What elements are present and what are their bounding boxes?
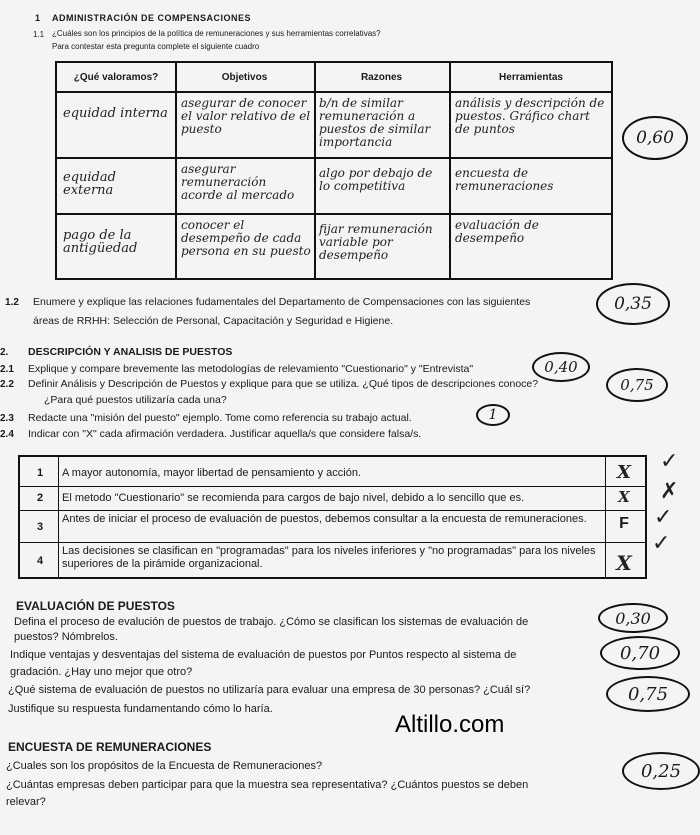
score-circle: 0,75 [606, 676, 690, 712]
table-header: ¿Qué valoramos? [73, 72, 159, 83]
checkmark-icon: ✗ [660, 478, 679, 503]
answer-mark: X [618, 488, 630, 506]
row-number: 1 [36, 467, 44, 479]
true-false-table [18, 455, 647, 579]
principles-table [55, 61, 613, 280]
question-text: ¿Para qué puestos utilizaría cada una? [44, 394, 227, 406]
row-number: 3 [36, 521, 44, 533]
table-cell: algo por debajo de lo competitiva [319, 166, 433, 193]
question-number: 2.4 [0, 429, 14, 440]
row-number: 2 [36, 492, 44, 504]
table-cell: b/n de similar remuneración a puestos de similar importancia [319, 96, 431, 149]
table-cell: asegurar remuneración acorde al mercado [181, 162, 295, 202]
question-number: 2.3 [0, 413, 14, 424]
question-number: 2.1 [0, 364, 14, 375]
question-text: relevar? [6, 796, 46, 808]
table-cell: evaluación de desempeño [455, 218, 539, 245]
section-title: ENCUESTA DE REMUNERACIONES [8, 740, 212, 754]
checkmark-icon: ✓ [660, 448, 679, 473]
question-text: Indicar con "X" cada afirmación verdadera. Justificar aquella/s que considere falsa/s. [28, 428, 422, 440]
table-header: Objetivos [221, 72, 268, 83]
statement-text: El metodo "Cuestionario" se recomienda para cargos de bajo nivel, debido a lo sencillo que es. [62, 492, 525, 504]
table-cell: conocer el desempeño de cada persona en su puesto [181, 218, 311, 258]
question-text: Definir Análisis y Descripción de Puestos y explique para que se utiliza. ¿Qué tipos de descripciones conoce? [28, 378, 539, 390]
score-circle: 0,60 [622, 116, 688, 160]
table-cell: fijar remuneración variable por desempeño [319, 222, 433, 262]
question-text: Enumere y explique las relaciones fudamentales del Departamento de Compensaciones con las siguientes [33, 296, 531, 308]
question-text: ¿Qué sistema de evaluación de puestos no utilizaría para evaluar una empresa de 30 personas? ¿Cuál sí? [8, 684, 531, 696]
score-circle: 0,30 [598, 603, 668, 633]
statement-text: Antes de iniciar el proceso de evaluación de puestos, debemos consultar a la encuesta de remuneraciones. [62, 513, 587, 525]
question-text: gradación. ¿Hay uno mejor que otro? [10, 666, 193, 678]
table-header: Razones [360, 72, 403, 83]
score-circle: 1 [476, 404, 510, 426]
watermark-brand: Altillo.com [395, 711, 505, 738]
checkmark-icon: ✓ [654, 504, 673, 529]
table-cell: encuesta de remuneraciones [455, 166, 554, 193]
statement-text: A mayor autonomía, mayor libertad de pensamiento y acción. [62, 467, 361, 479]
answer-mark: X [617, 462, 631, 483]
statement-text: Las decisiones se clasifican en "programadas" para los niveles inferiores y "no programadas" para los niveles superiores de la pirámide organizacional. [62, 545, 596, 570]
checkmark-icon: ✓ [652, 530, 671, 555]
question-subtext: Para contestar esta pregunta complete el siguiente cuadro [52, 42, 260, 51]
question-text: Indique ventajas y desventajas del sistema de evaluación de puestos por Puntos respecto al sistema de [10, 649, 517, 661]
answer-mark: X [616, 551, 632, 575]
question-number: 1.1 [33, 30, 45, 39]
question-text: áreas de RRHH: Selección de Personal, Capacitación y Seguridad e Higiene. [33, 315, 394, 327]
score-circle: 0,35 [596, 283, 670, 325]
question-text: Justifique su respuesta fundamentando cómo lo haría. [8, 703, 273, 715]
section-number: 2. [0, 347, 9, 358]
score-circle: 0,70 [600, 636, 680, 670]
answer-mark: F [619, 515, 629, 532]
score-circle: 0,75 [606, 368, 668, 402]
question-text: ¿Cuáles son los principios de la política de remuneraciones y sus herramientas correlativas? [52, 29, 381, 38]
question-text: Redacte una "misión del puesto" ejemplo. Tome como referencia su trabajo actual. [28, 412, 412, 424]
section-title: DESCRIPCIÓN Y ANALISIS DE PUESTOS [28, 346, 233, 358]
section-title: ADMINISTRACIÓN DE COMPENSACIONES [52, 13, 252, 23]
table-cell: equidad externa [63, 170, 116, 198]
question-text: ¿Cuántas empresas deben participar para que la muestra sea representativa? ¿Cuántos puestos se deben [6, 779, 529, 791]
question-number: 1.2 [5, 297, 19, 308]
question-number: 2.2 [0, 379, 14, 390]
question-text: ¿Cuales son los propósitos de la Encuesta de Remuneraciones? [6, 760, 323, 772]
question-text: Defina el proceso de evalución de puestos de trabajo. ¿Cómo se clasifican los sistemas de evaluación de [14, 616, 529, 628]
question-text: puestos? Nómbrelos. [14, 631, 118, 643]
score-circle: 0,25 [622, 752, 700, 790]
question-text: Explique y compare brevemente las metodologías de relevamiento "Cuestionario" y "Entrevista" [28, 363, 474, 375]
table-cell: análisis y descripción de puestos. Gráfico chart de puntos [455, 96, 605, 136]
table-cell: equidad interna [63, 106, 168, 121]
row-number: 4 [36, 555, 44, 567]
section-number: 1 [35, 13, 41, 23]
score-circle: 0,40 [532, 352, 590, 382]
table-cell: pago de la antigüedad [63, 228, 138, 256]
section-title: EVALUACIÓN DE PUESTOS [16, 599, 175, 613]
table-cell: asegurar de conocer el valor relativo de el puesto [181, 96, 311, 136]
table-header: Herramientas [499, 72, 563, 83]
